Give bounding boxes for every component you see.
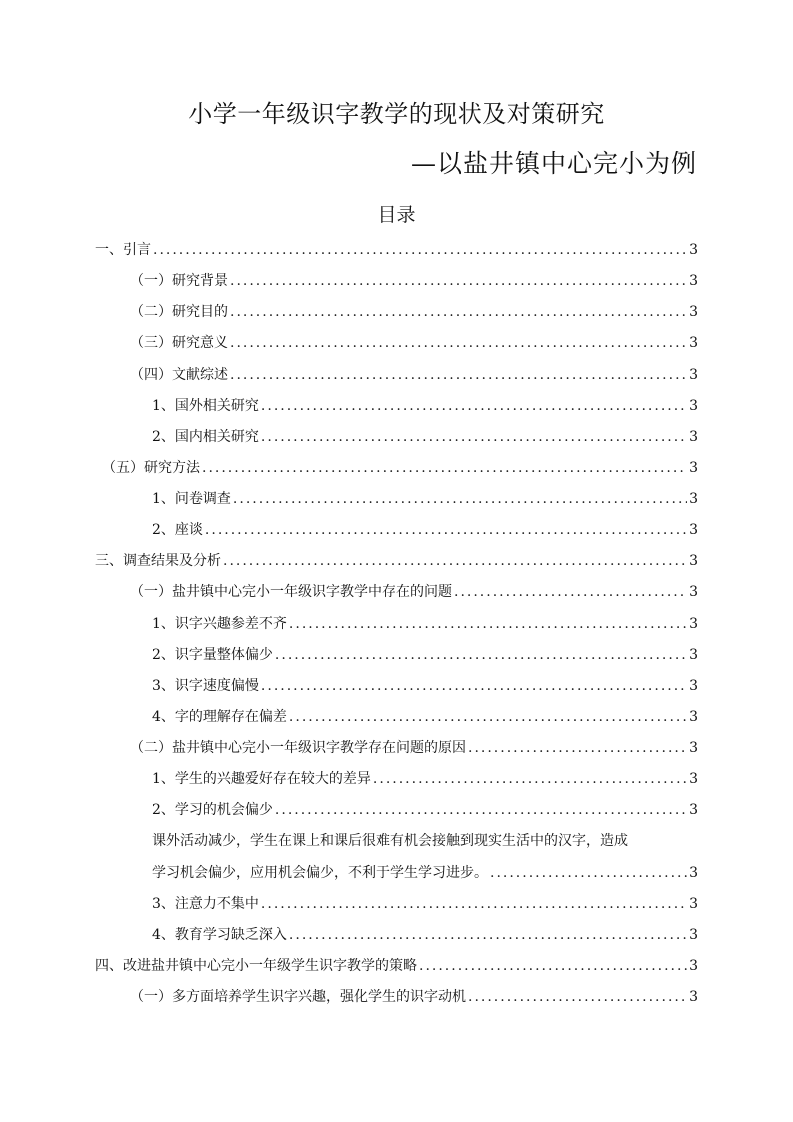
toc-entry-page: 3 [689,740,698,756]
toc-dot-leader [289,706,687,728]
toc-dot-leader [289,924,687,946]
toc-entry-page: 3 [689,584,698,600]
toc-entry[interactable] [95,955,698,977]
toc-entry[interactable] [152,893,698,915]
toc-dot-leader [230,364,687,386]
toc-entry[interactable] [152,706,698,728]
toc-entry-label: （一）多方面培养学生识字兴趣，强化学生的识字动机 [130,989,466,1005]
toc-entry[interactable] [152,395,698,417]
toc-entry[interactable] [152,519,698,541]
toc-entry[interactable] [152,644,698,666]
toc-dot-leader [490,862,687,884]
toc-entry-page: 3 [689,460,698,476]
toc-entry-label: 一、引言 [95,242,151,258]
toc-dot-leader [205,519,687,541]
toc-entry-label: 3、注意力不集中 [152,896,259,912]
toc-entry[interactable] [130,270,698,292]
toc-entry-page: 3 [689,802,698,818]
toc-dot-leader [468,737,687,759]
toc-entry-label: 4、字的理解存在偏差 [152,709,287,725]
toc-entry-label: （四）文献综述 [130,367,228,383]
toc-dot-leader [373,768,687,790]
toc-entry-label: 1、问卷调查 [152,491,231,507]
toc-dot-leader [261,426,687,448]
toc-dot-leader [233,488,687,510]
toc-dot-leader [230,270,687,292]
toc-dot-leader [468,986,687,1008]
toc-entry[interactable] [130,986,698,1008]
toc-entry-label: 2、学习的机会偏少 [152,802,273,818]
toc-dot-leader [261,893,687,915]
toc-dot-leader [454,581,687,603]
toc-entry[interactable] [152,488,698,510]
toc-entry-label: 3、识字速度偏慢 [152,678,259,694]
toc-dot-leader [275,644,687,666]
toc-entry-label: 1、学生的兴趣爱好存在较大的差异 [152,771,371,787]
toc-entry[interactable] [130,364,698,386]
toc-entry-label: （一）盐井镇中心完小一年级识字教学中存在的问题 [130,584,452,600]
toc-entry[interactable] [130,301,698,323]
document-subtitle: —以盐井镇中心完小为例 [410,149,697,178]
toc-entry-page: 3 [689,429,698,445]
toc-entry-page: 3 [689,896,698,912]
toc-dot-leader [223,550,687,572]
toc-entry-page: 3 [689,647,698,663]
toc-entry[interactable] [152,613,698,635]
toc-entry-label: （一）研究背景 [130,273,228,289]
toc-dot-leader [153,239,687,261]
toc-entry-label: 2、座谈 [152,522,203,538]
toc-entry-page: 3 [689,616,698,632]
toc-entry-page: 3 [689,927,698,943]
toc-entry-page: 3 [689,335,698,351]
toc-entry-label: （二）研究目的 [130,304,228,320]
toc-dot-leader [202,457,687,479]
toc-dot-leader [275,799,687,821]
toc-entry-label: （二）盐井镇中心完小一年级识字教学存在问题的原因 [130,740,466,756]
toc-entry-label: 学习机会偏少，应用机会偏少，不利于学生学习进步。 [152,865,488,881]
toc-dot-leader [230,332,687,354]
toc-dot-leader [230,301,687,323]
toc-entry[interactable] [102,457,698,479]
toc-entry-page: 3 [689,865,698,881]
toc-entry-page: 3 [689,771,698,787]
toc-entry[interactable] [152,862,698,884]
toc-dot-leader [419,955,687,977]
document-title: 小学一年级识字教学的现状及对策研究 [188,100,605,128]
toc-entry-label: 三、调查结果及分析 [95,553,221,569]
toc-entry-page: 3 [689,304,698,320]
toc-dot-leader [261,675,687,697]
toc-entry-page: 3 [689,242,698,258]
toc-entry[interactable] [95,550,698,572]
toc-entry-page: 3 [689,709,698,725]
toc-entry[interactable] [152,924,698,946]
toc-entry-page: 3 [689,398,698,414]
toc-entry-page: 3 [689,273,698,289]
toc-entry[interactable] [152,768,698,790]
toc-entry-page: 3 [689,678,698,694]
toc-entry[interactable] [152,675,698,697]
toc-dot-leader [289,613,687,635]
toc-entry-label: 1、识字兴趣参差不齐 [152,616,287,632]
toc-entry-page: 3 [689,989,698,1005]
toc-dot-leader [261,395,687,417]
toc-entry-label: 四、改进盐井镇中心完小一年级学生识字教学的策略 [95,958,417,974]
toc-entry-label: （三）研究意义 [130,335,228,351]
toc-entry-label: 2、国内相关研究 [152,429,259,445]
toc-entry-page: 3 [689,958,698,974]
toc-entry-page: 3 [689,367,698,383]
toc-entry-label: （五）研究方法 [102,460,200,476]
toc-entry-label: 1、国外相关研究 [152,398,259,414]
toc-entry[interactable] [130,332,698,354]
toc-entry[interactable] [152,799,698,821]
toc-entry-page: 3 [689,522,698,538]
toc-entry[interactable] [130,581,698,603]
toc-entry-page: 3 [689,553,698,569]
toc-entry[interactable] [152,426,698,448]
toc-entry-continuation: 课外活动减少，学生在课上和课后很难有机会接触到现实生活中的汉字，造成 [152,833,628,849]
toc-entry-label: 2、识字量整体偏少 [152,647,273,663]
toc-entry-page: 3 [689,491,698,507]
toc-heading: 目录 [377,204,416,226]
toc-entry[interactable] [95,239,698,261]
toc-entry-label: 4、教育学习缺乏深入 [152,927,287,943]
toc-entry[interactable] [130,737,698,759]
